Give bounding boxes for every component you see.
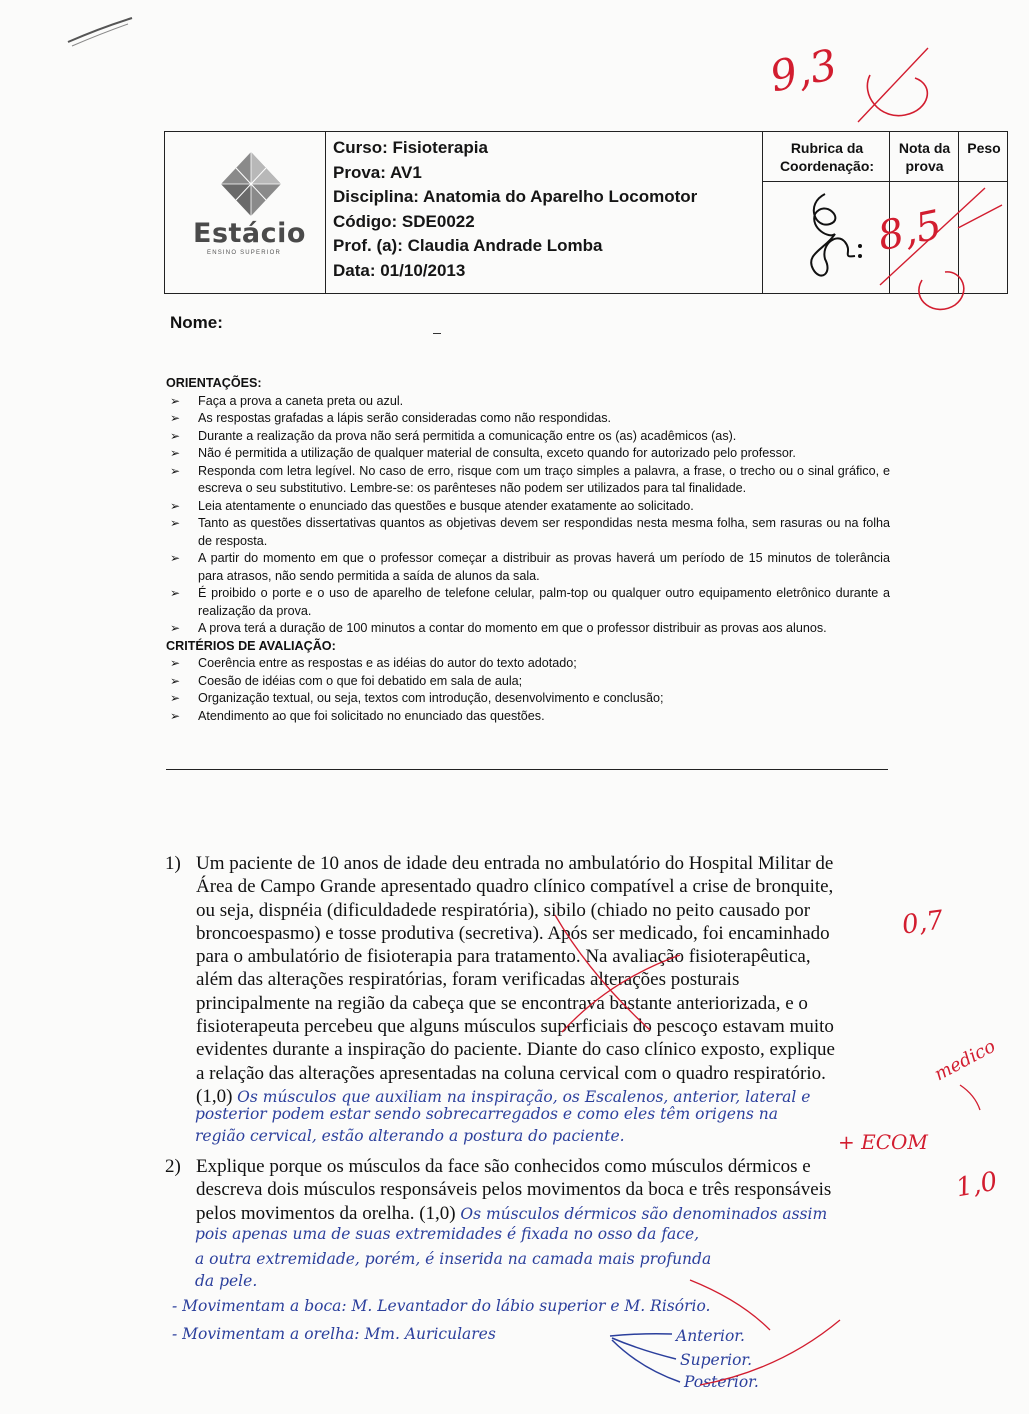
arrow-bullet-icon: ➢ <box>170 411 181 425</box>
arrow-bullet-icon: ➢ <box>170 393 181 408</box>
arrow-bullet-icon: ➢ <box>170 516 181 530</box>
question-line: para o ambulatório de fisioterapia para tratamento. Na avaliação fisioterapêutica, <box>196 946 811 968</box>
question-line: ou seja, dispnéia (dificuldadede respiratória), sibilo (chiado no peito causado por <box>196 899 811 921</box>
arrow-bullet-icon: ➢ <box>170 428 181 443</box>
arrow-bullet-icon: ➢ <box>170 586 181 600</box>
rubrica-label: Coordenação: <box>779 158 875 174</box>
instruction-text: Durante a realização da prova não será permitida a comunicação entre os (as) acadêmicos (as). <box>198 428 737 443</box>
arrow-bullet-icon: ➢ <box>170 691 181 705</box>
orientacoes-heading: ORIENTAÇÕES: <box>166 376 262 390</box>
answer-line: posterior podem estar sendo sobrecarregados e como eles têm origens na <box>195 1105 779 1123</box>
question-line: Um paciente de 10 anos de idade deu entrada no ambulatório do Hospital Militar de <box>196 853 834 874</box>
q1-note-mark: + ECOM <box>838 1130 928 1154</box>
instruction-text: Faça a prova a caneta preta ou azul. <box>198 393 404 408</box>
q1-note-mark: medico <box>930 1035 999 1086</box>
instruction-text: As respostas grafadas a lápis serão consideradas como não respondidas. <box>198 411 612 425</box>
question-1-number: 1) <box>165 853 181 874</box>
instruction-text: A prova terá a duração de 100 minutos a contar do momento em que o professor distribuir as provas aos alunos. <box>198 621 827 635</box>
arrow-bullet-icon: ➢ <box>170 446 181 460</box>
question-line: fisioterapeuta percebeu que alguns músculos superficiais do pescoço estavam muito <box>196 1016 834 1038</box>
box-score-mark: 8,5 <box>873 201 946 261</box>
arrow-bullet-icon: ➢ <box>170 673 181 688</box>
logo-subtext: ENSINO SUPERIOR <box>207 250 282 256</box>
question-line: principalmente na região da cabeça que se encontrava bastante anteriorizada, e o <box>196 992 808 1014</box>
criteria-text: Organização textual, ou seja, textos com introdução, desenvolvimento e conclusão; <box>198 691 664 705</box>
question-line: Área de Campo Grande apresentado quadro clínico compatível a crise de bronquite, <box>196 876 834 898</box>
arrow-bullet-icon: ➢ <box>170 656 181 670</box>
instruction-text: Responda com letra legível. No caso de erro, risque com um traço simples a palavra, a frase, o trecho ou o sinal gráfico, e escreva o seu substitutivo. Lembre-se: os parênteses não podem ser utilizados para tal finalidade. <box>198 463 890 495</box>
arrow-bullet-icon: ➢ <box>170 551 181 565</box>
question-value: (1,0) <box>196 1085 233 1107</box>
auricular-branch: Anterior. <box>676 1327 745 1345</box>
professor-line: Prof. (a): Claudia Andrade Lomba <box>333 236 603 256</box>
answer-line: - Movimentam a boca: M. Levantador do lábio superior e M. Risório. <box>172 1297 711 1315</box>
criteria-text: Coesão de idéias com o que foi debatido em sala de aula; <box>198 673 523 688</box>
criteria-text: Coerência entre as respostas e as idéias do autor do texto adotado; <box>198 656 577 670</box>
answer-line: Os músculos dérmicos são denominados assim <box>460 1204 828 1223</box>
nota-label: prova <box>905 158 944 174</box>
nota-label: Nota da <box>898 140 951 156</box>
instruction-text: É proibido o porte e o uso de aparelho de telefone celular, palm-top ou qualquer outro equipamento eletrônico durante a realização da prova. <box>198 586 890 618</box>
q1-score-mark: 0,7 <box>900 905 946 941</box>
course-line: Curso: Fisioterapia <box>333 138 488 157</box>
name-label: Nome: <box>170 313 223 332</box>
criteria-text: Atendimento ao que foi solicitado no enunciado das questões. <box>198 708 545 723</box>
question-line: descreva dois músculos responsáveis pelos movimentos da boca e três responsáveis <box>196 1179 832 1201</box>
arrow-bullet-icon: ➢ <box>170 498 181 513</box>
criterios-heading: CRITÉRIOS DE AVALIAÇÃO: <box>166 638 336 653</box>
answer-line: pois apenas uma de suas extremidades é fixada no osso da face, <box>195 1225 700 1243</box>
arrow-bullet-icon: ➢ <box>170 621 181 635</box>
question-line: além das alterações respiratórias, foram verificadas alterações posturais <box>196 969 740 991</box>
discipline-line: Disciplina: Anatomia do Aparelho Locomotor <box>333 187 698 207</box>
auricular-branch: Superior. <box>680 1351 753 1369</box>
question-value: (1,0) <box>419 1202 456 1224</box>
instruction-text: Leia atentamente o enunciado das questões e busque atender exatamente ao solicitado. <box>198 498 694 513</box>
peso-header: Peso <box>967 140 1001 156</box>
instruction-text: Não é permitida a utilização de qualquer material de consulta, exceto quando for autorizado pelo professor. <box>198 446 796 460</box>
date-line: Data: 01/10/2013 <box>333 260 466 280</box>
logo-wordmark: Estácio <box>193 218 306 249</box>
answer-line: região cervical, estão alterando a postura do paciente. <box>195 1127 625 1145</box>
top-score-mark: 9,3 <box>765 39 842 102</box>
question-line: Explique porque os músculos da face são conhecidos como músculos dérmicos e <box>196 1156 811 1177</box>
instruction-text: A partir do momento em que o professor começar a distribuir as provas haverá um período de 15 minutos de tolerância para atrasos, não sendo permitida a saída de alunos da sala. <box>198 551 890 583</box>
arrow-bullet-icon: ➢ <box>170 463 181 478</box>
instruction-text: Tanto as questões dissertativas quantos as objetivas devem ser respondidas nesta mesma folha, sem rasuras ou na folha de resposta. <box>198 516 890 548</box>
code-line: Código: SDE0022 <box>333 211 475 231</box>
question-line: broncoespasmo) e tosse produtiva (secretiva). Após ser medicado, foi encaminhado <box>196 922 830 944</box>
q2-score-mark: 1,0 <box>953 1166 1000 1204</box>
answer-line: a outra extremidade, porém, é inserida na camada mais profunda <box>195 1250 712 1268</box>
question-2-number: 2) <box>165 1156 181 1177</box>
question-line: a relação das alterações apresentadas na coluna cervical com o quadro respiratório. <box>196 1062 826 1084</box>
arrow-bullet-icon: ➢ <box>170 708 181 723</box>
question-line: evidentes durante a inspiração do paciente. Diante do caso clínico exposto, explique <box>196 1039 835 1061</box>
exam-line: Prova: AV1 <box>333 162 422 182</box>
answer-line: da pele. <box>195 1272 258 1290</box>
answer-line: Os músculos que auxiliam na inspiração, os Escalenos, anterior, lateral e <box>237 1087 811 1106</box>
question-line: pelos movimentos da orelha. <box>196 1202 415 1224</box>
auricular-branch: Posterior. <box>684 1373 759 1391</box>
rubrica-label: Rubrica da <box>790 140 864 156</box>
answer-line: - Movimentam a orelha: Mm. Auriculares <box>172 1325 496 1343</box>
